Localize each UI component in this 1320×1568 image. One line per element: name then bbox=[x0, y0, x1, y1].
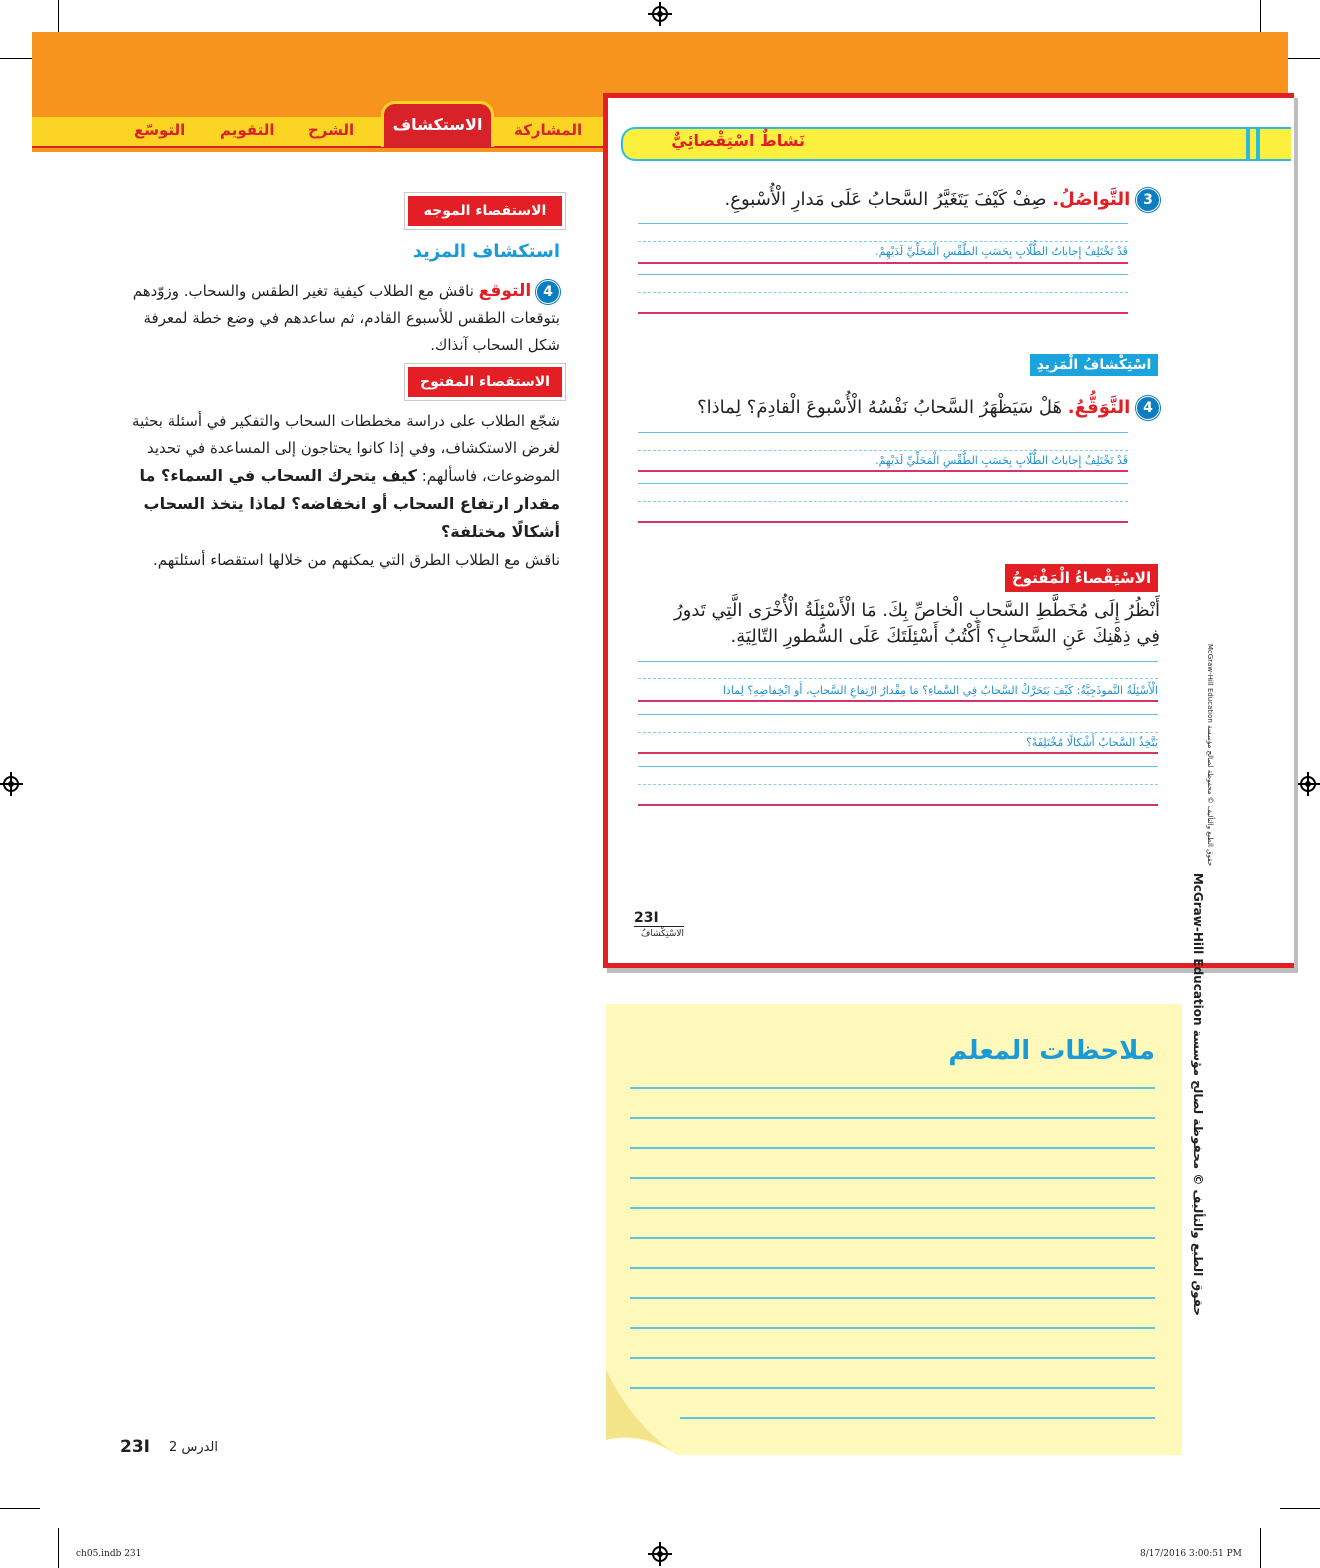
notes-line[interactable] bbox=[630, 1267, 1155, 1269]
tab-explore[interactable]: الاستكشاف bbox=[381, 101, 494, 147]
student-page-number: 23I bbox=[634, 910, 684, 927]
student-page bbox=[603, 93, 1294, 968]
answer-line bbox=[638, 312, 1128, 314]
question-number-badge: 4 bbox=[1136, 396, 1160, 420]
discuss-paragraph: ناقش مع الطلاب الطرق التي يمكنهم من خلالها استقصاء أسئلتهم. bbox=[153, 551, 560, 569]
activity-title: نَشاطٌ اسْتِقْصائِيٌّ bbox=[671, 131, 805, 150]
open-inquiry-text: شجّع الطلاب على دراسة مخططات السحاب والتفكير في أسئلة بحثية لغرض الاستكشاف، وفي إذا كانوا يحتاجون إلى المساعدة في تحديد الموضوعات، فاسألهم: bbox=[132, 412, 560, 485]
question-3-answer: قَدْ تَخْتَلِفُ إِجاباتُ الطُّلّابِ بِحَسَبِ الطَّقْسِ الْمَحَلِّيِّ لَدَيْهِمْ. bbox=[875, 245, 1128, 258]
question-3 bbox=[640, 188, 1160, 212]
answer-line bbox=[638, 678, 1158, 679]
footer-page-number: 23I bbox=[120, 1437, 150, 1457]
answer-line bbox=[638, 470, 1128, 472]
open-inquiry-questions: كيف يتحرك السحاب في السماء؟ ما مقدار ارتفاع السحاب أو انخفاضه؟ لماذا يتخذ السحاب أشكالًا مختلفة؟ bbox=[139, 466, 560, 541]
question-number-badge: 3 bbox=[1136, 188, 1160, 212]
footer-lesson: الدرس 2 bbox=[169, 1440, 218, 1455]
notes-line[interactable] bbox=[630, 1207, 1155, 1209]
tab-extend[interactable]: التوسّع bbox=[134, 121, 186, 139]
answer-line bbox=[638, 521, 1128, 523]
explore-more-title: استكشاف المزيد bbox=[412, 241, 560, 262]
question-4-text: هَلْ سَيَظْهَرُ السَّحابُ نَفْسُهُ الْأُسْبوعَ الْقادِمَ؟ لِماذا؟ bbox=[697, 397, 1063, 418]
answer-line bbox=[638, 483, 1128, 484]
notes-line[interactable] bbox=[630, 1327, 1155, 1329]
question-4 bbox=[640, 396, 1160, 420]
answer-line bbox=[638, 292, 1128, 293]
answer-line bbox=[638, 501, 1128, 502]
answer-line bbox=[638, 714, 1158, 715]
guided-inquiry-label: الاستقصاء الموجه bbox=[405, 193, 565, 229]
crop-mark bbox=[0, 1508, 40, 1509]
registration-mark-icon bbox=[3, 776, 19, 792]
notes-line[interactable] bbox=[680, 1417, 1155, 1419]
notes-line[interactable] bbox=[630, 1117, 1155, 1119]
step-number-badge: 4 bbox=[536, 280, 560, 304]
question-4-answer: قَدْ تَخْتَلِفُ إِجاباتُ الطُّلّابِ بِحَسَبِ الطَّقْسِ الْمَحَلِّيِّ لَدَيْهِمْ. bbox=[875, 454, 1128, 467]
tab-engage[interactable]: المشاركة bbox=[514, 121, 583, 139]
open-inquiry-line-1: أَنْظُرُ إِلَى مُخَطَّطِ السَّحابِ الْخاصِّ بِكَ. مَا الْأَسْئِلَةُ الْأُخْرَى الَّتِي تَدورُ bbox=[673, 600, 1160, 621]
answer-line bbox=[638, 784, 1158, 785]
answer-line bbox=[638, 732, 1158, 733]
answer-line bbox=[638, 752, 1158, 754]
answer-line bbox=[638, 241, 1128, 242]
answer-line bbox=[638, 766, 1158, 767]
notes-line[interactable] bbox=[630, 1297, 1155, 1299]
open-inquiry-answer-2: يَتَّخِذُ السَّحابُ أَشْكالًا مُخْتَلِفَةً؟ bbox=[1026, 736, 1158, 749]
open-inquiry-answer-1: الْأَسْئِلَةُ النَّموذَجِيَّةُ: كَيْفَ يَتَحَرَّكُ السَّحابُ فِي السَّماءِ؟ مَا مِقْدارُ ارْتِفاعِ السَّحابِ، أَو انْخِفاضِهِ؟ لِماذا bbox=[722, 684, 1158, 697]
answer-line bbox=[638, 223, 1128, 224]
notes-line[interactable] bbox=[630, 1177, 1155, 1179]
open-inquiry-paragraph bbox=[132, 408, 560, 546]
registration-mark-icon bbox=[652, 1546, 668, 1562]
tab-explain[interactable]: الشرح bbox=[308, 121, 355, 139]
answer-line bbox=[638, 262, 1128, 264]
question-3-text: صِفْ كَيْفَ يَتَغَيَّرُ السَّحابُ عَلَى مَدارِ الْأُسْبوعِ. bbox=[724, 189, 1047, 210]
notes-line[interactable] bbox=[630, 1387, 1155, 1389]
student-page-caption: الاسْتِكْشافُ bbox=[641, 929, 684, 939]
answer-line bbox=[638, 661, 1158, 662]
answer-line bbox=[638, 432, 1128, 433]
credit-small: حقوق الطبع والتأليف © محفوظة لصالح مؤسسة McGraw-Hill Education bbox=[1206, 643, 1214, 867]
credit-small-container bbox=[1203, 640, 1217, 870]
answer-line bbox=[638, 700, 1158, 702]
answer-line bbox=[638, 274, 1128, 275]
question-3-keyword: التَّواصُلُ. bbox=[1052, 189, 1131, 210]
open-inquiry-badge: الاسْتِقْصاءُ الْمَفْتوحُ bbox=[1005, 564, 1158, 592]
crop-mark bbox=[1260, 1528, 1261, 1568]
crop-mark bbox=[58, 1528, 59, 1568]
step4-paragraph bbox=[132, 278, 560, 359]
crop-mark bbox=[1280, 1508, 1320, 1509]
open-inquiry-line-2: فِي ذِهْنِكَ عَنِ السَّحابِ؟ أَكْتُبُ أَسْئِلَتَكَ عَلَى السُّطورِ التّالِيَةِ. bbox=[730, 626, 1160, 647]
notes-line[interactable] bbox=[630, 1147, 1155, 1149]
registration-mark-icon bbox=[652, 6, 668, 22]
question-4-keyword: التَّوَقُّعُ. bbox=[1067, 397, 1131, 418]
answer-line bbox=[638, 804, 1158, 806]
page-curl-icon bbox=[604, 1370, 694, 1460]
tab-evaluate[interactable]: التقويم bbox=[220, 121, 275, 139]
step4-text: ناقش مع الطلاب كيفية تغير الطقس والسحاب. وزوّدهم بتوقعات الطقس للأسبوع القادم، ثم ساعدهم في وضع خطة لمعرفة شكل السحاب آنذاك. bbox=[132, 282, 560, 354]
notes-line[interactable] bbox=[630, 1357, 1155, 1359]
registration-mark-icon bbox=[1300, 776, 1316, 792]
open-inquiry-label: الاستقصاء المفتوح bbox=[405, 364, 565, 400]
credit-large: حقوق الطبع والتأليف © محفوظة لصالح مؤسسة McGraw-Hill Education bbox=[1191, 872, 1205, 1316]
notes-line[interactable] bbox=[630, 1237, 1155, 1239]
credit-large-container bbox=[1186, 872, 1210, 1316]
teacher-notes-title: ملاحظات المعلم bbox=[948, 1036, 1155, 1066]
activity-bar-stripe bbox=[1246, 127, 1250, 159]
slug-file: ch05.indb 231 bbox=[76, 1549, 142, 1559]
notes-line[interactable] bbox=[630, 1087, 1155, 1089]
answer-line bbox=[638, 450, 1128, 451]
explore-more-label: اسْتِكْشافُ الْمَزيدِ bbox=[1030, 354, 1158, 376]
activity-bar-stripe bbox=[1256, 127, 1260, 159]
step4-keyword: التوقع bbox=[478, 281, 532, 301]
slug-date: 8/17/2016 3:00:51 PM bbox=[1140, 1549, 1242, 1559]
